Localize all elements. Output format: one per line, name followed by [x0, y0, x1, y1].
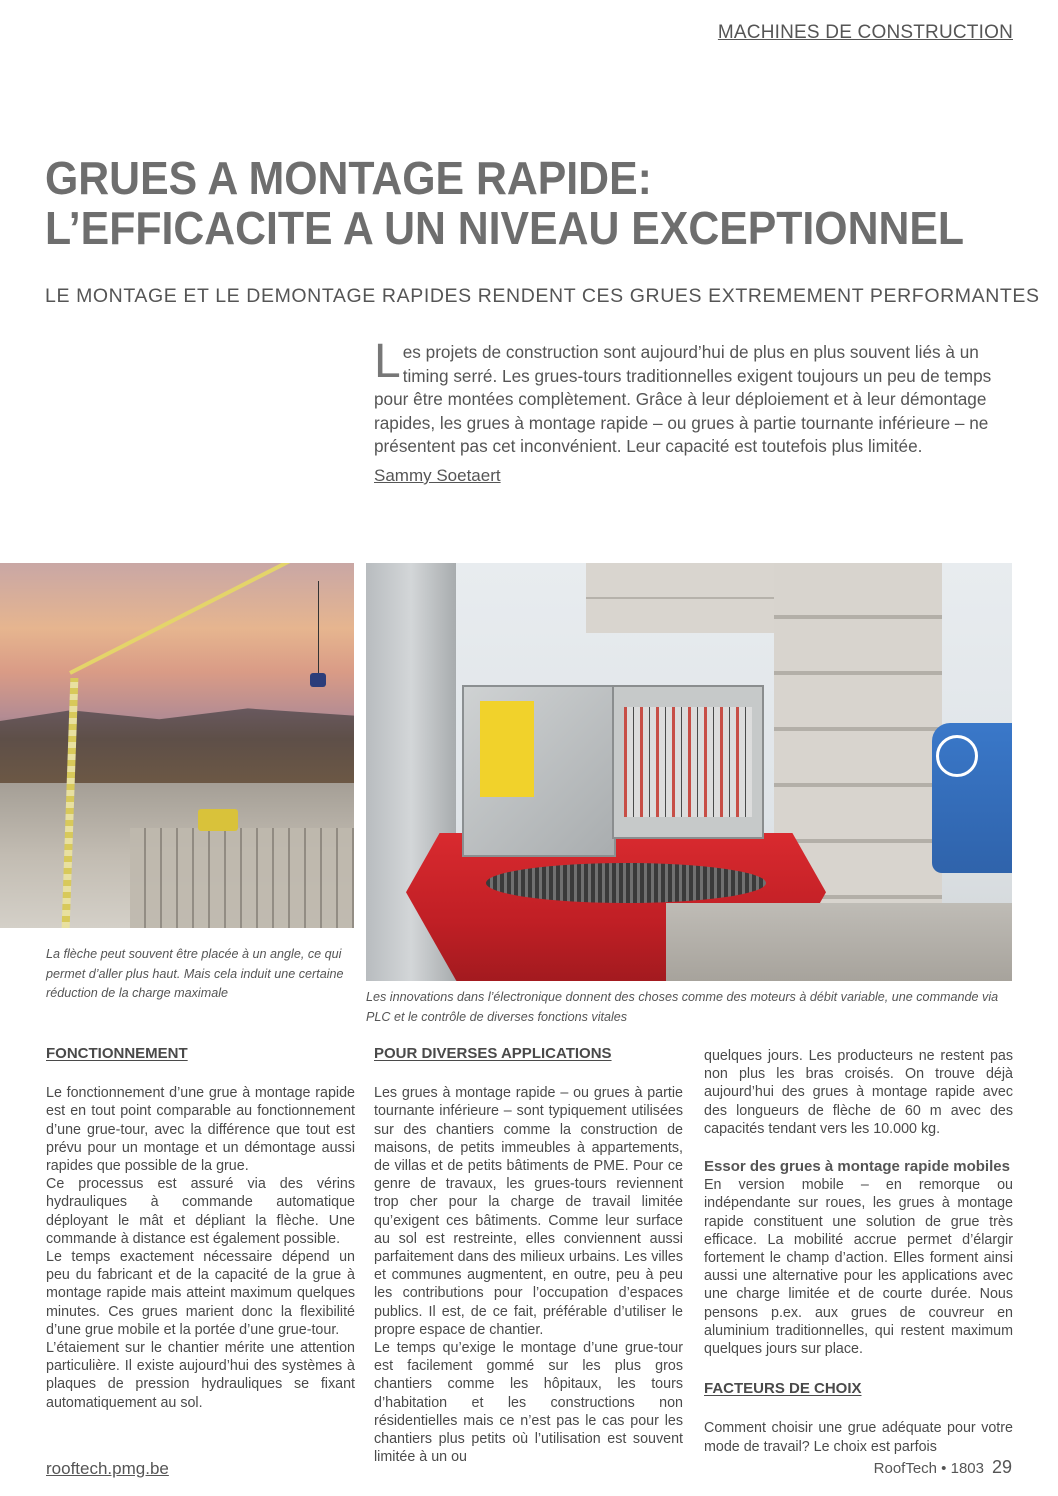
author-name: Sammy Soetaert [374, 466, 501, 485]
intro-text: es projets de construction sont aujourd’hui de plus en plus souvent liés à un timing serré. Les grues-tours traditionnelles exigent toujours un peu de temps pour être montées complètement. Grâce à leur déploiement et à leur démontage rapides, les grues à montage rapide – ou grues à partie tournante inférieure – ne présentent pas cet inconvénient. Leur capacité est toutefois plus limitée. [374, 342, 992, 456]
heading-applications: POUR DIVERSES APPLICATIONS [374, 1045, 612, 1062]
drop-cap: L [374, 335, 401, 388]
subheading-mobile: Essor des grues à montage rapide mobiles [704, 1158, 1010, 1176]
photo-hills [0, 703, 354, 793]
paragraph: Les grues à montage rapide – ou grues à partie tournante inférieure – sont typiquement utilisées sur des chantiers comme la construction de maisons, de petits immeubles à appartements, de villas et de petits bâtiments de PME. Pour ce genre de travaux, les grues-tours reviennent trop cher pour la charge de travail limitée qu’exigent ces bâtiments. Comme leur surface au sol est restreinte, elles conviennent aussi parfaitement dans des milieux urbains. Les villes et communes augmentent, en outre, peu à peu les contributions pour l’occupation d’espaces publics. Il est, de ce fait, préférable d’utiliser le propre espace de chantier. [374, 1085, 683, 1338]
column-2 [374, 1045, 683, 1466]
heading-facteurs: FACTEURS DE CHOIX [704, 1380, 862, 1398]
paragraph: Comment choisir une grue adéquate pour votre mode de travail? Le choix est parfois [704, 1420, 1013, 1455]
paragraph: Ce processus est assuré via des vérins hydrauliques à commande automatique déployant le mât et dépliant la flèche. Une commande à distance est également possible. [46, 1176, 355, 1247]
title-line-2: L’EFFICACITE A UN NIVEAU EXCEPTIONNEL [45, 202, 965, 254]
warning-label [480, 701, 534, 797]
page-number: 29 [991, 1457, 1012, 1477]
paragraph: Le fonctionnement d’une grue à montage rapide est en tout point comparable au fonctionnement d’une grue-tour, avec la différence que tout est prévu pour un montage et un démontage aussi rapides que possible de la grue. [46, 1085, 355, 1175]
magazine-issue: RoofTech • 1803 [873, 1460, 984, 1477]
intro-paragraph [374, 335, 1014, 459]
footer-website-link[interactable]: rooftech.pmg.be [46, 1459, 169, 1478]
section-label: MACHINES DE CONSTRUCTION [717, 22, 1013, 43]
photo-van [932, 723, 1012, 873]
column-3 [704, 1047, 1013, 1456]
caption-photo-1: La flèche peut souvent être placée à un angle, ce qui permet d’aller plus haut. Mais cela induit une certaine réduction de la charge maximale [46, 947, 344, 1000]
photo-counterweights-top [586, 563, 776, 633]
photo-control-panel [612, 685, 764, 839]
column-1 [46, 1045, 355, 1412]
photo-slewing-ring [486, 863, 766, 903]
crane-cable [318, 581, 319, 676]
crane-jib [69, 563, 302, 675]
paragraph: Le temps exactement nécessaire dépend un peu du fabricant et de la capacité de la grue à montage rapide mais atteint maximum quelques minutes. Ces grues marient donc la flexibilité d’une grue mobile et la portée d’une grue-tour. [46, 1249, 355, 1338]
title-line-1: GRUES A MONTAGE RAPIDE: [45, 152, 652, 204]
footer-magazine [874, 1457, 1012, 1478]
caption-photo-2: Les innovations dans l’électronique donnent des choses comme des moteurs à débit variable, une commande via PLC et le contrôle de diverses fonctions vitales [366, 990, 999, 1024]
paragraph: En version mobile – en remorque ou indépendante sur roues, les grues à montage rapide constituent une solution de grue très efficace. La mobilité accrue permet d’élargir fortement le champ d’action. Elles forment ainsi aussi une alternative pour les applications avec une charge limitée et de courte durée. Nous pensons p.ex. aux grues de couvreur en aluminium traditionnelles, qui restent maximum quelques jours sur place. [704, 1177, 1013, 1358]
panel-wiring [624, 707, 752, 817]
paragraph: Le temps qu’exige le montage d’une grue-tour est facilement gommé sur les plus gros chantiers comme les hôpitaux, les tours d’habitation et les constructions non résidentielles mais ce n’est pas le cas pour les chantiers plus petits où l’utilisation est souvent limitée à un ou [374, 1340, 683, 1466]
heading-fonctionnement: FONCTIONNEMENT [46, 1045, 188, 1062]
crane-hook [310, 673, 326, 687]
photo-concrete-slab [666, 903, 1012, 981]
van-logo-icon [936, 735, 978, 777]
article-subtitle: LE MONTAGE ET LE DEMONTAGE RAPIDES RENDENT CES GRUES EXTREMEMENT PERFORMANTES [45, 285, 1040, 307]
paragraph: L’étaiement sur le chantier mérite une attention particulière. Il existe aujourd’hui des systèmes à plaques de pression hydrauliques se fixant automatiquement au sol. [46, 1340, 355, 1411]
paragraph: quelques jours. Les producteurs ne restent pas non plus les bras croisés. On trouve déjà aujourd’hui des grues à montage rapide avec des longueurs de flèche de 60 m avec des capacités tendant vers les 10.000 kg. [704, 1048, 1013, 1137]
photo-excavator [198, 809, 238, 831]
photo-building-frame [130, 828, 354, 928]
crane-sunset-photo [0, 563, 354, 928]
crane-electronics-photo [366, 563, 1012, 981]
article-title [45, 152, 965, 254]
photo-cabinet-door [462, 685, 616, 857]
